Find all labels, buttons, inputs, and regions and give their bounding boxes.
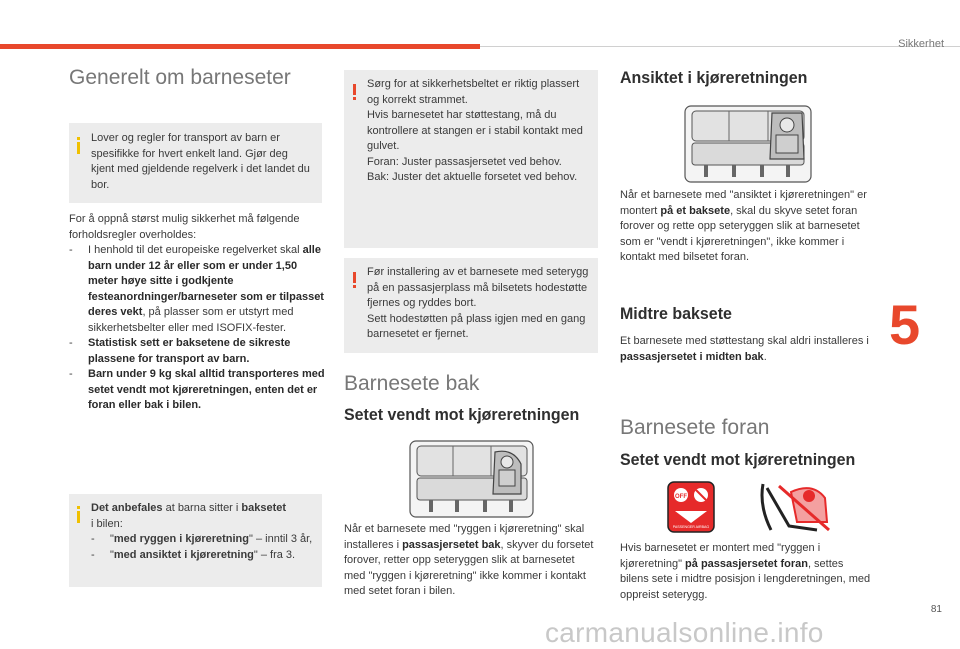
info-icon	[77, 506, 80, 522]
middle-rear-paragraph: Et barnesete med støttestang skal aldri installeres i passasjersetet i midten bak.	[620, 335, 869, 363]
warning-box-belt	[344, 70, 598, 248]
warning-text: Før installering av et barnesete med seterygg på en passasjerplass må bilsetets hodestøtte fjernes og ryddes bort. Sett hodestøtten på plass igjen med en gang barnesetet er fjernet.	[367, 266, 589, 340]
airbag-off-text: OFF	[675, 494, 687, 500]
warning-text: Sørg for at sikkerhetsbeltet er riktig plassert og korrekt strammet. Hvis barnesetet har støttestang, må du kontrollere at stangen er i stabil kontakt med gulvet. Foran: Juster passasjersetet ved behov. Bak: Juster det aktuelle forsetet ved behov.	[367, 78, 583, 183]
watermark: carmanualsonline.info	[545, 617, 824, 648]
precautions-intro: For å oppnå størst mulig sikkerhet må følgende forholdsregler overholdes:	[69, 213, 300, 241]
front-rear-facing-paragraph: Hvis barnesetet er montert med "ryggen i kjøreretning" på passasjersetet foran, settes bilens sete i midtre posisjon i lengderetningen, med oppreist seterygg.	[620, 542, 871, 601]
warning-box-headrest	[344, 258, 598, 353]
info-box-laws	[69, 123, 322, 203]
header-accent-bar	[0, 44, 480, 49]
warning-icon	[353, 272, 356, 288]
section-title-rear: Barnesete bak	[344, 372, 480, 395]
page-number: 81	[930, 604, 942, 615]
no-rear-facing-seat-front-icon	[757, 478, 837, 536]
rear-seat-forward-facing-illustration	[684, 105, 812, 183]
recommend-list	[91, 532, 316, 563]
subtitle-rear-facing: Setet vendt mot kjøreretningen	[344, 405, 580, 424]
warning-icon	[353, 84, 356, 100]
list-item: - "med ryggen i kjøreretning" – inntil 3 år,	[91, 533, 313, 545]
precautions-list	[69, 243, 327, 414]
rear-facing-paragraph: Når et barnesete med "ryggen i kjøreretning" skal installeres i passasjersetet bak, skyver du forsetet forover, retter opp seteryggen slik at barnesetet med "ryggen i kjøreretning" ikke kommer i kontakt med setet foran i bilen.	[344, 523, 594, 597]
list-item: - Statistisk sett er baksetene de sikreste plassene for transport av barn.	[69, 337, 291, 365]
list-item: - Barn under 9 kg skal alltid transporteres med setet vendt mot kjøreretningen, enten det er foran eller bak i bilen.	[69, 368, 325, 411]
rear-seat-rear-facing-illustration	[409, 440, 534, 518]
list-item: - "med ansiktet i kjøreretning" – fra 3.	[91, 548, 296, 561]
section-title-front: Barnesete foran	[620, 416, 770, 439]
section-name: Sikkerhet	[898, 38, 944, 50]
airbag-label-text: PASSENGER AIRBAG	[672, 525, 710, 529]
list-item: - I henhold til det europeiske regelverket skal alle barn under 12 år eller som er under 1,50 meter høye sitte i godkjente festeanordninger/barneseter som er tilpasset deres vekt, på plasser som er utstyrt med sikkerhetsbelter eller med ISOFIX-fester.	[69, 244, 324, 334]
subtitle-middle-rear: Midtre baksete	[620, 304, 732, 323]
header-rule	[480, 46, 960, 47]
precautions-block	[69, 212, 327, 414]
info-box-text: Lover og regler for transport av barn er spesifikke for hvert enkelt land. Gjør deg kjent med gjeldende regelverk i det landet du bor.	[91, 132, 310, 191]
section-title-general: Generelt om barneseter	[69, 66, 291, 89]
info-box-recommend	[69, 494, 322, 587]
subtitle-front-rear-facing: Setet vendt mot kjøreretningen	[620, 450, 856, 469]
subtitle-forward-facing: Ansiktet i kjøreretningen	[620, 68, 808, 87]
info-icon	[77, 137, 80, 153]
chapter-number: 5	[889, 293, 921, 356]
recommend-text: Det anbefales at barna sitter i baksetet i bilen: - "med ryggen i kjøreretning" – inntil 3 år, - "med ansiktet i kjøreretning" – fra 3.	[91, 501, 316, 563]
forward-facing-paragraph: Når et barnesete med "ansiktet i kjøreretningen" er montert på et baksete, skal du skyve setet foran forover og rette opp seteryggen slik at barnesetet som er "vendt i kjøreretningen", ikke kommer i kontakt med bilsetet foran.	[620, 189, 867, 263]
airbag-off-label-icon	[667, 481, 715, 533]
